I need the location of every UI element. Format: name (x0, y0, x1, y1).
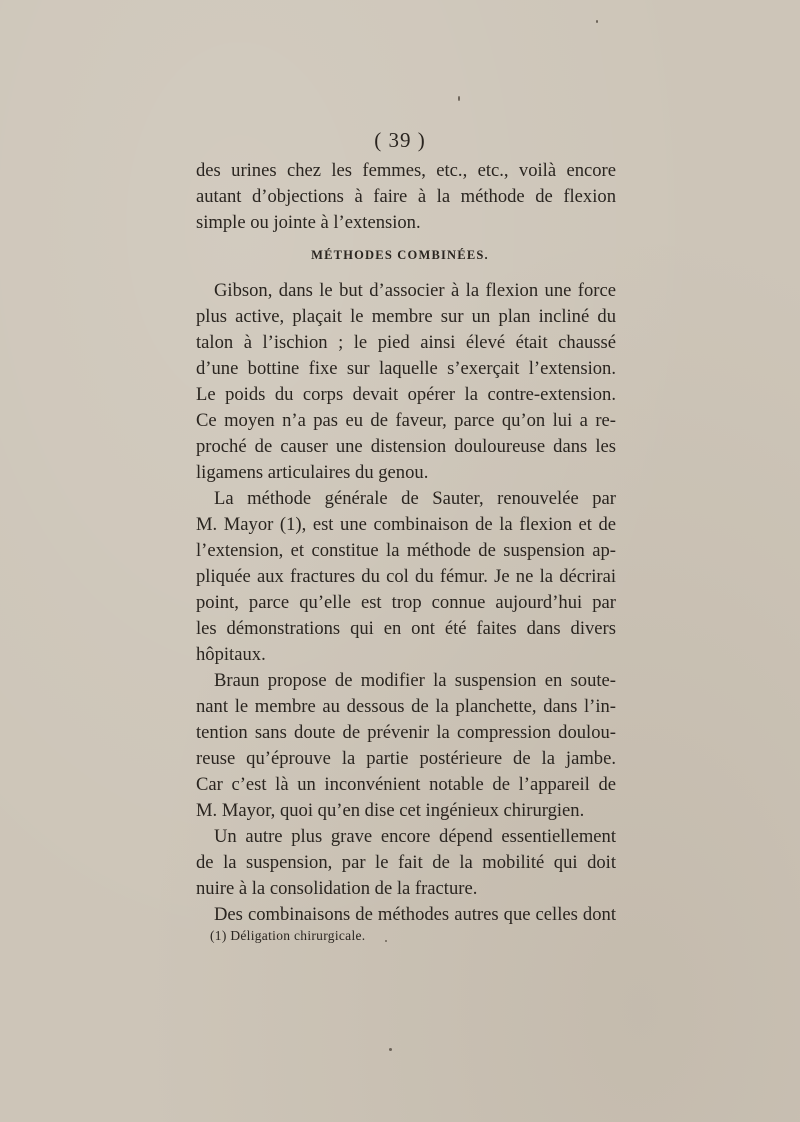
paper-speck (385, 940, 387, 942)
text-line: reuse qu’éprouve la partie postérieure de la jambe. (196, 748, 616, 769)
footnote: (1) Déligation chirurgicale. (210, 928, 366, 943)
text-line: Des combinaisons de méthodes autres que celles dont (214, 904, 616, 925)
text-line: nuire à la consolidation de la fracture. (196, 878, 478, 899)
text-line: nant le membre au dessous de la planchette, dans l’in- (196, 696, 616, 717)
text-line: La méthode générale de Sauter, renouvelée par (214, 488, 616, 509)
text-line: pliquée aux fractures du col du fémur. Je ne la décrirai (196, 566, 616, 587)
paper-speck (458, 96, 460, 101)
text-line: l’extension, et constitue la méthode de suspension ap- (196, 540, 616, 561)
page-number: ( 39 ) (374, 128, 426, 152)
intro-paragraph (196, 158, 616, 236)
text-line: point, parce qu’elle est trop connue aujourd’hui par (196, 592, 616, 613)
text-line: ligamens articulaires du genou. (196, 462, 429, 483)
text-line: proché de causer une distension douloureuse dans les (196, 436, 616, 457)
text-line: plus active, plaçait le membre sur un plan incliné du (196, 306, 616, 327)
text-line: M. Mayor (1), est une combinaison de la flexion et de (196, 514, 616, 535)
text-line: simple ou jointe à l’extension. (196, 212, 421, 233)
section-heading: MÉTHODES COMBINÉES. (311, 248, 489, 262)
text-line: Ce moyen n’a pas eu de faveur, parce qu’on lui a re- (196, 410, 616, 431)
text-line: M. Mayor, quoi qu’en dise cet ingénieux chirurgien. (196, 800, 585, 821)
text-line: les démonstrations qui en ont été faites dans divers (196, 618, 616, 639)
text-line: Un autre plus grave encore dépend essentiellement (214, 826, 616, 847)
text-line: Car c’est là un inconvénient notable de l’appareil de (196, 774, 616, 795)
main-text (196, 278, 616, 928)
text-line: d’une bottine fixe sur laquelle s’exerçait l’extension. (196, 358, 616, 379)
text-line: talon à l’ischion ; le pied ainsi élevé était chaussé (196, 332, 616, 353)
text-line: tention sans doute de prévenir la compression doulou- (196, 722, 616, 743)
text-line: Braun propose de modifier la suspension en soute- (214, 670, 616, 691)
text-line: Le poids du corps devait opérer la contre-extension. (196, 384, 616, 405)
paper-speck (389, 1048, 392, 1051)
text-line: hôpitaux. (196, 644, 266, 665)
text-line: de la suspension, par le fait de la mobilité qui doit (196, 852, 616, 873)
paper-speck (596, 20, 598, 23)
text-line: autant d’objections à faire à la méthode de flexion (196, 186, 616, 207)
text-line: Gibson, dans le but d’associer à la flexion une force (214, 280, 616, 301)
text-line: des urines chez les femmes, etc., etc., voilà encore (196, 160, 616, 181)
